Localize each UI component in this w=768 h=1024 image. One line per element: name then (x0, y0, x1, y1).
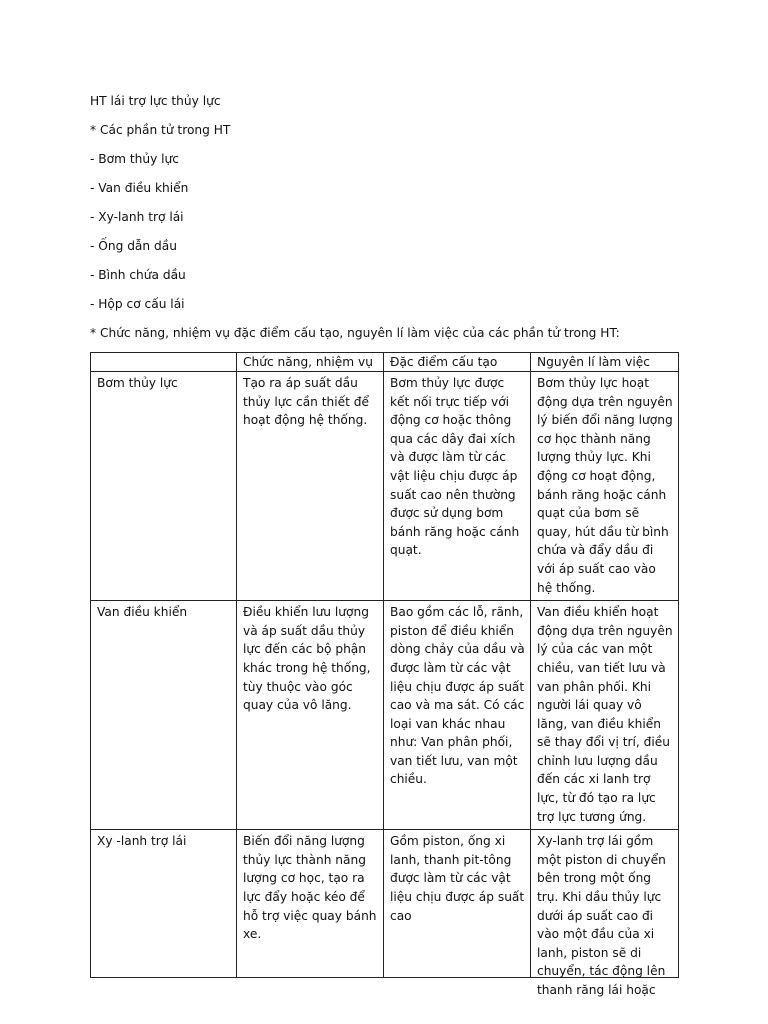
document-page (90, 93, 680, 997)
structure-cell: Bao gồm các lỗ, rãnh, piston để điều khiển dòng chảy của dầu và được làm từ các vật liệu chịu được áp suất cao và ma sát. Có các loại van khác nhau như: Van phân phối, van tiết lưu, van một chiều. (384, 601, 531, 830)
principle-text: Xy-lanh trợ lái gồm một piston di chuyển bên trong một ống trụ. Khi dầu thủy lực dưới áp suất cao đi vào một đầu của xi lanh, piston sẽ di chuyển, tác động lên thanh răng lái hoặc (537, 834, 666, 997)
components-table (90, 352, 679, 997)
structure-cell (384, 830, 531, 978)
header-cell-structure: Đặc điểm cấu tạo (384, 353, 531, 372)
component-name-text: Xy -lanh trợ lái (97, 834, 187, 849)
component-item: - Bơm thủy lực (90, 152, 179, 166)
principle-cell: Van điều khiển hoạt động dựa trên nguyên lý của các van một chiều, van tiết lưu và van phân phối. Khi người lái quay vô lăng, van điều khiển sẽ thay đổi vị trí, điều chỉnh lưu lượng dầu đến các xi lanh trợ lực, từ đó tạo ra lực trợ lực tương ứng. (531, 601, 679, 830)
structure-text: Gồm piston, ống xi lanh, thanh pit-tông được làm từ các vật liệu chịu được áp suất cao (390, 834, 525, 923)
header-cell-function: Chức năng, nhiệm vụ (237, 353, 384, 372)
document-title: HT lái trợ lực thủy lực (90, 94, 221, 108)
function-cell: Điều khiển lưu lượng và áp suất dầu thủy lực đến các bộ phận khác trong hệ thống, tùy thuộc vào góc quay của vô lăng. (237, 601, 384, 830)
principle-cell (531, 830, 679, 997)
component-item: - Ống dẫn dầu (90, 239, 177, 253)
structure-cell: Bơm thủy lực được kết nối trực tiếp với động cơ hoặc thông qua các dây đai xích và được làm từ các vật liệu chịu được áp suất cao nên thường được sử dụng bơm bánh răng hoặc cánh quạt. (384, 372, 531, 601)
component-item: - Hộp cơ cấu lái (90, 297, 185, 311)
components-heading: * Các phần tử trong HT (90, 123, 231, 137)
header-cell-principle: Nguyên lí làm việc (531, 353, 679, 372)
header-cell-empty (91, 353, 237, 372)
principle-cell: Bơm thủy lực hoạt động dựa trên nguyên lý biến đổi năng lượng cơ học thành năng lượng thủy lực. Khi động cơ hoạt động, bánh răng hoặc cánh quạt của bơm sẽ quay, hút dầu từ bình chứa và đẩy dầu đi với áp suất cao vào hệ thống. (531, 372, 679, 601)
component-name-cell: Bơm thủy lực (91, 372, 237, 601)
functions-heading: * Chức năng, nhiệm vụ đặc điểm cấu tạo, nguyên lí làm việc của các phần tử trong HT: (90, 326, 620, 340)
component-item: - Bình chứa dầu (90, 268, 186, 282)
component-item: - Xy-lanh trợ lái (90, 210, 184, 224)
function-cell (237, 830, 384, 978)
table-row (91, 830, 679, 978)
table-row (91, 372, 679, 601)
function-cell: Tạo ra áp suất dầu thủy lực cần thiết để hoạt động hệ thống. (237, 372, 384, 601)
component-name-cell: Van điều khiển (91, 601, 237, 830)
function-text: Biến đổi năng lượng thủy lực thành năng lượng cơ học, tạo ra lực đẩy hoặc kéo để hỗ trợ việc quay bánh xe. (243, 834, 377, 942)
component-item: - Van điều khiển (90, 181, 189, 195)
table-header-row (91, 353, 679, 372)
table-row (91, 601, 679, 830)
component-name-cell (91, 830, 237, 978)
